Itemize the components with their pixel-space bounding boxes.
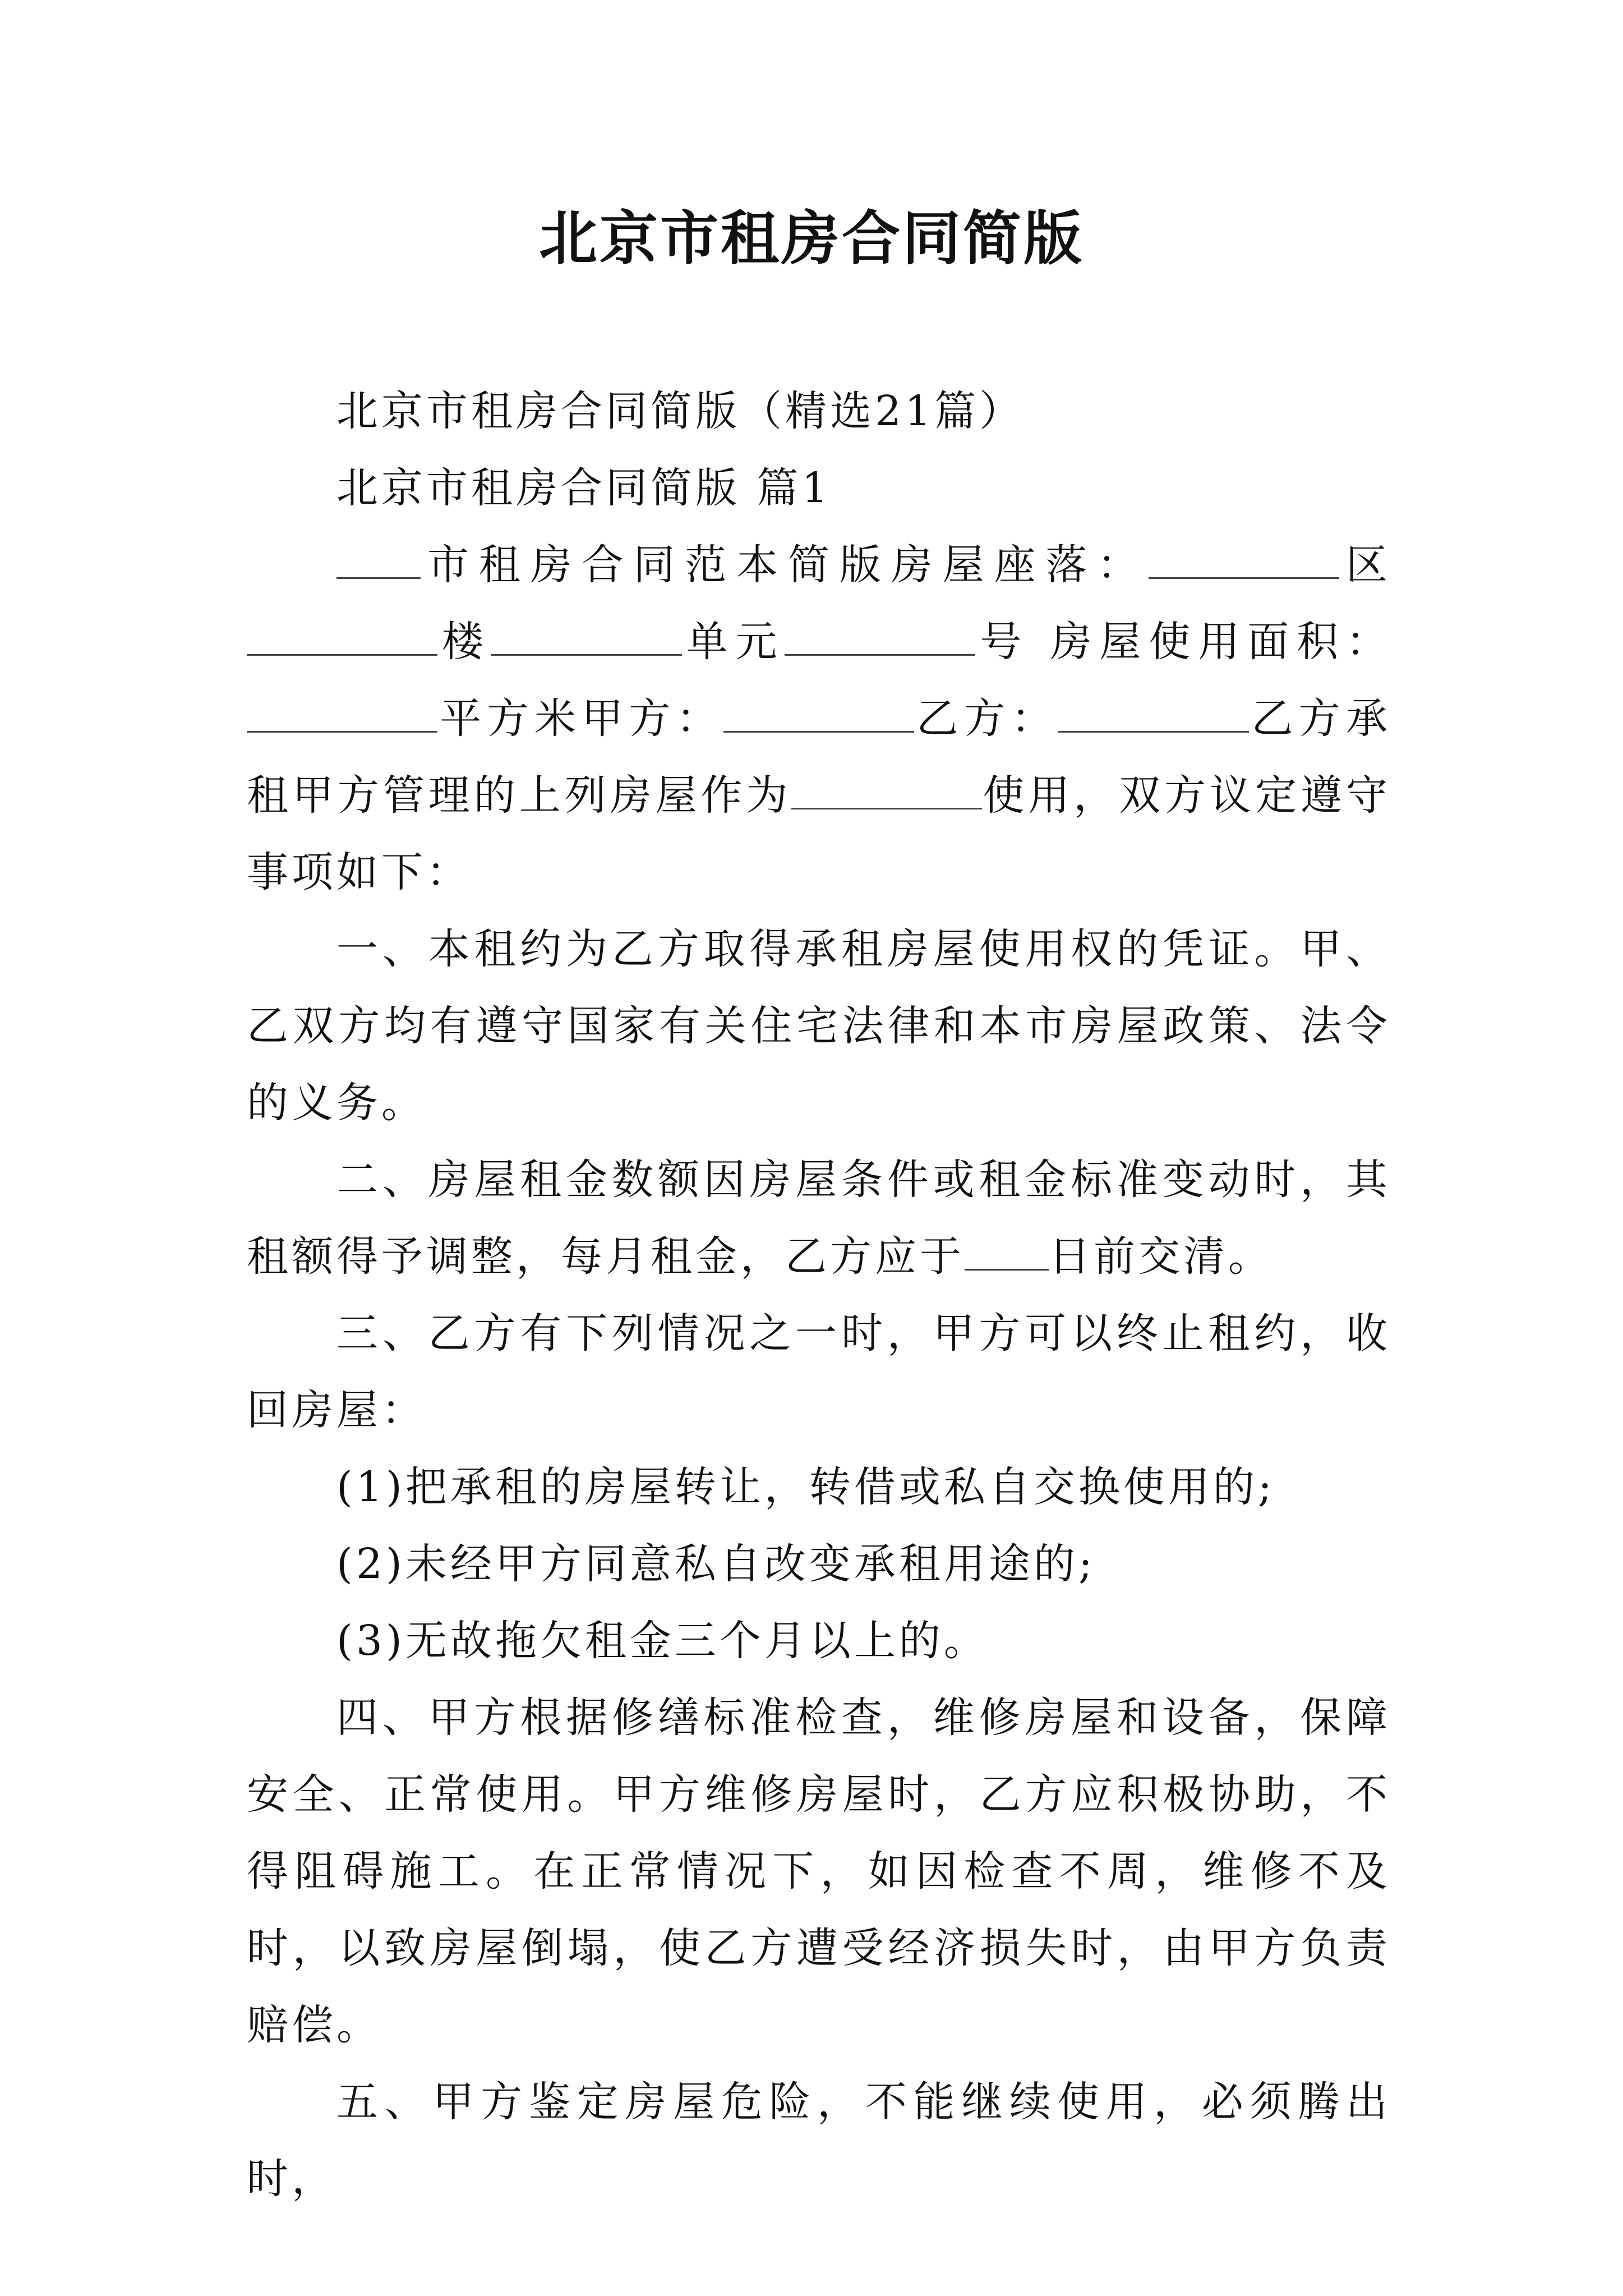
- blank-line: [723, 696, 914, 733]
- intro-text-2: 区: [1339, 541, 1391, 589]
- intro-text-5: 号 房屋使用面积：: [975, 618, 1391, 666]
- intro-text-8: 乙方承租甲方管理的上列房屋作为: [247, 694, 1391, 820]
- clause-3-item-1: (1)把承租的房屋转让，转借或私自交换使用的;: [336, 1463, 1275, 1511]
- clause-3-item-2: (2)未经甲方同意私自改变承租用途的;: [336, 1540, 1096, 1588]
- intro-text-1: 市租房合同范本简版房屋座落：: [421, 541, 1149, 589]
- document-title: 北京市租房合同简版: [538, 204, 1084, 273]
- clause-3-item-3: (3)无故拖欠租金三个月以上的。: [336, 1617, 989, 1665]
- blank-line: [1149, 542, 1339, 579]
- blank-line: [791, 773, 982, 809]
- intro-text-6: 平方米甲方：: [437, 694, 723, 743]
- document-subtitle: 北京市租房合同简版（精选21篇）: [336, 387, 1025, 435]
- clause-2: [247, 1142, 1391, 1295]
- blank-line: [785, 619, 975, 656]
- intro-text-4: 单元: [681, 618, 785, 666]
- clause-3: 三、乙方有下列情况之一时，甲方可以终止租约，收回房屋：: [247, 1309, 1391, 1434]
- clause-2-text-2: 日前交清。: [1049, 1232, 1273, 1281]
- intro-text-3: 楼: [437, 618, 491, 666]
- blank-line: [336, 542, 421, 579]
- section-heading: 北京市租房合同简版 篇1: [336, 464, 832, 512]
- clause-4: 四、甲方根据修缮标准检查，维修房屋和设备，保障安全、正常使用。甲方维修房屋时，乙方应积极协助，不得阻碍施工。在正常情况下，如因检查不周，维修不及时，以致房屋倒塌，使乙方遭受经济损失时，由甲方负责赔偿。: [247, 1694, 1391, 2049]
- blank-line: [965, 1234, 1049, 1271]
- intro-paragraph: [247, 527, 1391, 911]
- clause-5: 五、甲方鉴定房屋危险，不能继续使用，必须腾出时，: [247, 2078, 1391, 2203]
- blank-line: [1058, 696, 1249, 733]
- intro-text-9: 使用，双方议定遵守事项如下：: [247, 771, 1391, 896]
- intro-text-7: 乙方：: [914, 694, 1059, 743]
- clause-1: 一、本租约为乙方取得承租房屋使用权的凭证。甲、乙双方均有遵守国家有关住宅法律和本市房屋政策、法令的义务。: [247, 925, 1391, 1127]
- blank-line: [247, 619, 437, 656]
- clause-2-text-1: 二、房屋租金数额因房屋条件或租金标准变动时，其租额得予调整，每月租金，乙方应于: [247, 1156, 1391, 1281]
- document-body: [247, 373, 1391, 2217]
- blank-line: [491, 619, 682, 656]
- blank-line: [247, 696, 437, 733]
